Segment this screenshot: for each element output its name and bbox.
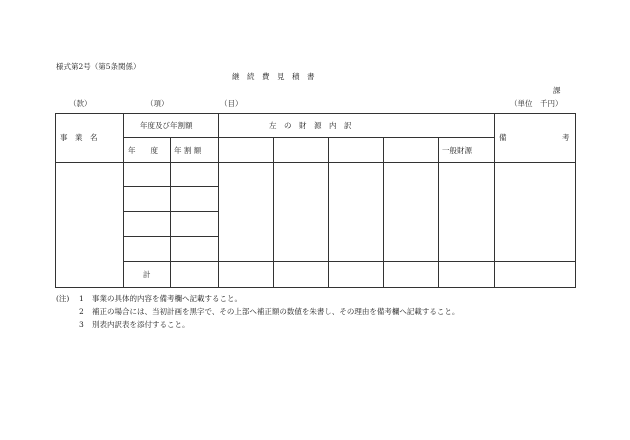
note-text: 別表内訳表を添付すること。	[92, 320, 190, 329]
section-label: 課	[553, 86, 561, 95]
annual-amount-header: 年 割 額	[174, 146, 202, 155]
remarks-header-right: 考	[562, 133, 570, 142]
total-row-label: 計	[143, 270, 151, 279]
notes-label: (注)	[56, 294, 70, 303]
kan-label: （款）	[69, 99, 92, 108]
year-amount-header: 年度及び年割額	[140, 121, 193, 130]
kou-label: （項）	[146, 99, 169, 108]
note-text: 事業の具体的内容を備考欄へ記載すること。	[92, 294, 242, 303]
note-text: 補正の場合には、当初計画を黒字で、その上部へ補正額の数値を朱書し、その理由を備考欄へ記載すること。	[92, 307, 460, 316]
form-number: 様式第2号（第5条関係）	[56, 62, 141, 71]
unit-label: （単位 千円）	[510, 99, 563, 108]
moku-label: （目）	[220, 99, 243, 108]
funding-breakdown-header: 左 の 財 源 内 訳	[269, 121, 352, 130]
year-header: 年 度	[128, 146, 158, 155]
project-name-header: 事 業 名	[60, 133, 98, 142]
note-number: 1	[79, 294, 84, 303]
note-number: 2	[79, 307, 84, 316]
general-revenue-header: 一般財源	[442, 146, 472, 155]
note-number: 3	[79, 320, 84, 329]
document-title: 継 続 費 見 積 書	[232, 72, 315, 81]
remarks-header-left: 備	[499, 133, 507, 142]
